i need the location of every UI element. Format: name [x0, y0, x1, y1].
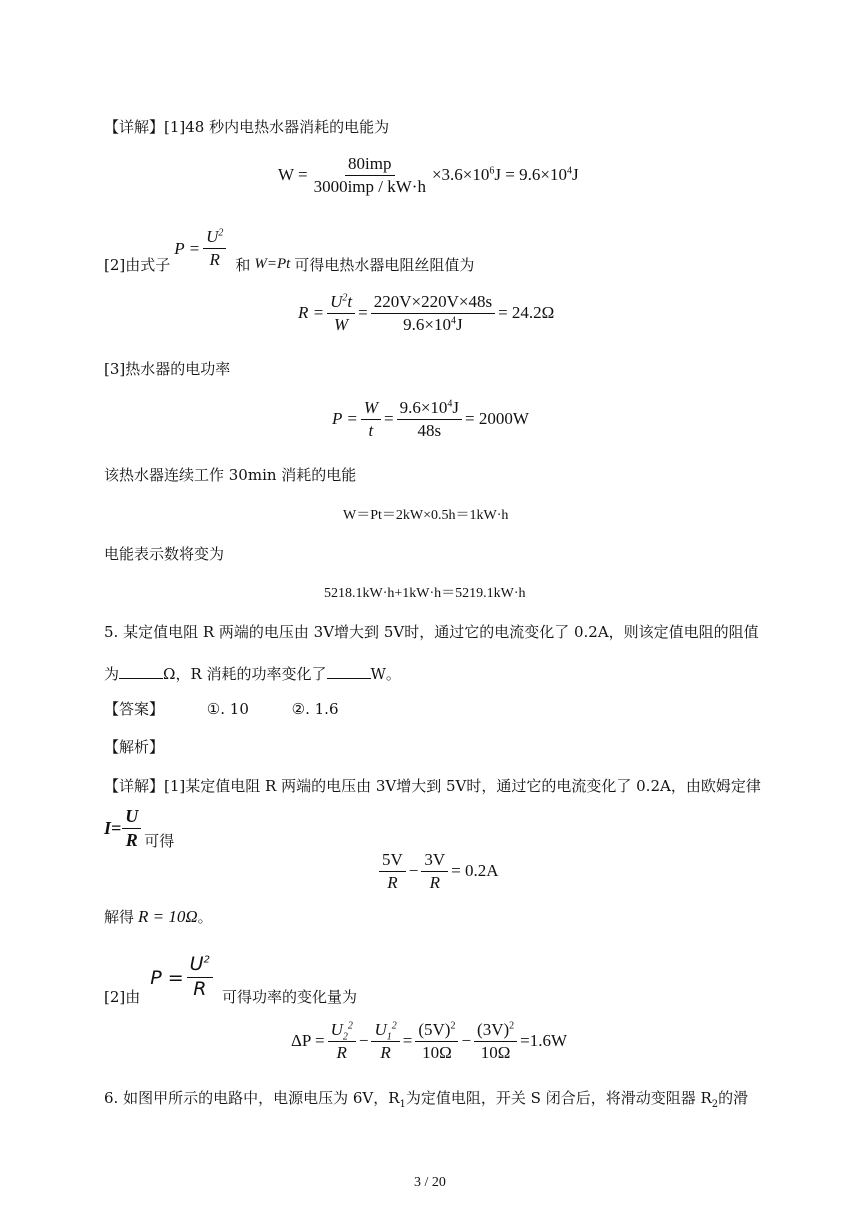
q5-blank-2 — [327, 664, 371, 679]
eq-numerator: 80imp — [345, 154, 394, 176]
step2-wpt: W=Pt — [254, 256, 291, 272]
analysis-label: 【解析】 — [104, 738, 165, 756]
equation-meter-reading: 5218.1kW·h+1kW·h＝5219.1kW·h — [324, 586, 526, 601]
q5-line2: 为 Ω，R 消耗的功率变化了 W。 — [104, 665, 401, 683]
eq-denominator: 3000imp / kW·h — [313, 176, 426, 196]
q6-line1: 6. 如图甲所示的电路中，电源电压为 6V，$R_1$为定值电阻，开关 S 闭合后，将滑动变阻器 $R_2$的滑 — [104, 1089, 749, 1110]
equation-power: P = $\frac{W}{t}$ = $\frac{9.6\times 10^4J}{48s}$ = 2000W — [332, 398, 529, 440]
answer-1: ①. 10 — [206, 700, 249, 718]
answer-label: 【答案】 — [104, 700, 165, 718]
ohm-law-line — [104, 806, 174, 851]
eq-lhs: W = — [278, 165, 308, 185]
step2-line — [104, 222, 474, 275]
ohm-suffix: 可得 — [144, 832, 175, 850]
solve-equation: R = 10Ω — [138, 906, 198, 926]
q5-step2-line: [2]由 P = $\frac{U^2}{R}$ 可得功率的变化量为 — [104, 953, 357, 1006]
eq-fraction — [311, 154, 429, 196]
step2-suffix: 可得电热水器电阻丝阻值为 — [294, 256, 475, 274]
equation-work: W＝Pt＝2kW×0.5h＝1kW·h — [343, 508, 509, 523]
page-number: 3 / 20 — [414, 1175, 446, 1190]
answer-2: ②. 1.6 — [291, 700, 339, 718]
equation-power-change: ΔP = $\frac{U_2^2}{R}$ − $\frac{U_1^2}{R}$ = $\frac{(5V)^2}{10\Omega}$ − $\frac{(3V)^2}{10\Omega}$ =1.6W — [291, 1020, 568, 1062]
equation-current-change: $\frac{5V}{R}$ − $\frac{3V}{R}$ = 0.2A — [376, 850, 499, 892]
q5-blank-1 — [119, 664, 163, 679]
solve-line: 解得 R = 10Ω 。 — [104, 906, 213, 926]
formula-power-2: P = $\frac{U^2}{R}$ — [150, 954, 216, 1001]
step2-prefix: [2]由式子 — [104, 256, 171, 274]
ohm-formula: I = $\frac{U}{R}$ — [104, 806, 144, 850]
q5-line1: 5. 某定值电阻 R 两端的电压由 3V增大到 5V时，通过它的电流变化了 0.2A，则该定值电阻的阻值 — [104, 623, 759, 641]
q5-answer — [104, 698, 339, 719]
eq-rhs: $\times 3.6\times 10^6J = 9.6\times 10^4J$ — [431, 165, 579, 185]
formula-power: P = $\frac{U^2}{R}$ — [174, 227, 229, 269]
line-30min: 该热水器连续工作 30min 消耗的电能 — [104, 466, 357, 484]
line-meter-display: 电能表示数将变为 — [104, 545, 225, 563]
equation-resistance: R = $\frac{U^2t}{W}$ = $\frac{220V\times 220V\times 48s}{9.6\times 10^4J}$ = 24.2Ω — [298, 292, 555, 334]
q5-detail: 【详解】[1]某定值电阻 R 两端的电压由 3V增大到 5V时，通过它的电流变化了 0.2A，由欧姆定律 — [104, 777, 761, 795]
step2-and: 和 — [235, 256, 251, 274]
equation-energy — [278, 154, 579, 196]
step3-line: [3]热水器的电功率 — [104, 360, 231, 378]
detail-intro: 【详解】[1]48 秒内电热水器消耗的电能为 — [104, 118, 390, 136]
